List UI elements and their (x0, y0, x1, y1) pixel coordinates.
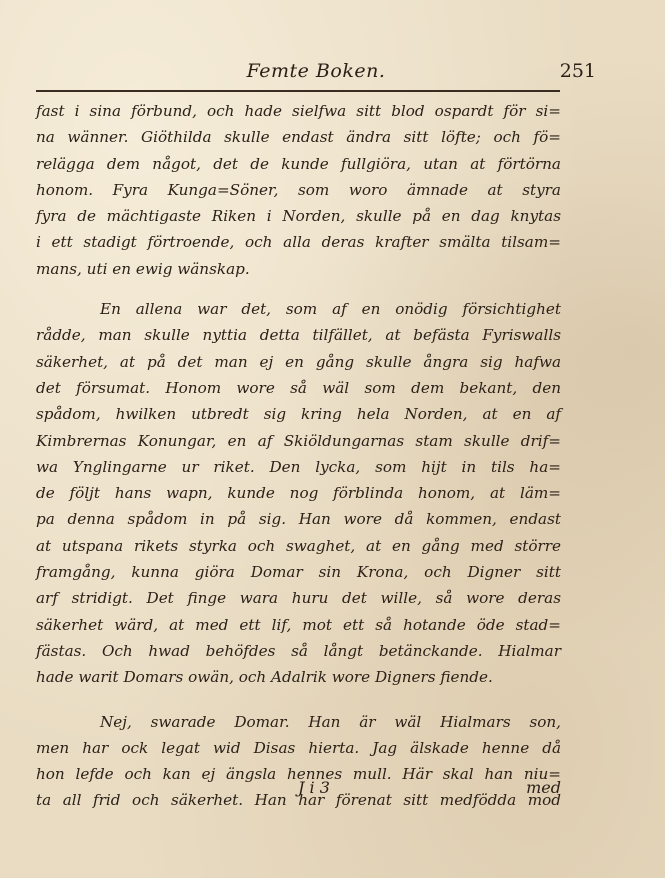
catchword: med (526, 778, 561, 797)
paragraph (36, 296, 561, 690)
paragraph (36, 98, 561, 282)
text-line: det försumat. Honom wore så wäl som dem bekant, den (36, 378, 561, 397)
text-line: ta all frid och säkerhet. Han har förenat sitt medfödda mod (36, 791, 561, 810)
text-line: Nej, swarade Domar. Han är wäl Hialmars son, (100, 712, 561, 731)
text-line: säkerhet wärd, at med ett lif, mot ett så hotande öde stad= (36, 615, 561, 634)
text-line: relägga dem något, det de kunde fullgiöra, utan at förtörna (36, 154, 561, 173)
running-title: Femte Boken. (246, 60, 386, 82)
text-line: fast i sina förbund, och hade sielfwa sitt blod ospardt för si= (36, 102, 561, 120)
text-line: arf stridigt. Det finge wara huru det wille, så wore deras (36, 589, 561, 608)
text-line: rådde, man skulle nyttia detta tilfället, at befästa Fyriswalls (36, 326, 561, 345)
text-line: na wänner. Giöthilda skulle endast ändra sitt löfte; och fö= (36, 128, 561, 147)
text-line: Kimbrernas Konungar, en af Skiöldungarnas stam skulle drif= (36, 431, 561, 450)
text-line: mans, uti en ewig wänskap. (36, 259, 250, 278)
text-line: de följt hans wapn, kunde nog förblinda honom, at läm= (36, 484, 561, 503)
text-line: spådom, hwilken utbredt sig kring hela Norden, at en af (36, 405, 561, 424)
text-line: säkerhet, at på det man ej en gång skulle ångra sig hafwa (36, 352, 561, 371)
text-line: hade warit Domars owän, och Adalrik wore Digners fiende. (36, 668, 493, 687)
text-line: hon lefde och kan ej ängsla hennes mull. Här skal han niu= (36, 765, 561, 784)
body-text (36, 98, 561, 814)
header-rule (36, 90, 560, 92)
text-line: En allena war det, som af en onödig försichtighet (100, 300, 561, 319)
running-head (36, 58, 596, 88)
paragraph-gap (36, 691, 561, 709)
text-line: framgång, kunna giöra Domar sin Krona, och Digner sitt (36, 563, 561, 582)
text-line: i ett stadigt förtroende, och alla deras krafter smälta tilsam= (36, 233, 561, 252)
text-line: wa Ynglingarne ur riket. Den lycka, som hijt in tils ha= (36, 457, 561, 476)
signature-mark: J i 3 (298, 778, 330, 797)
text-line: fyra de mächtigaste Riken i Norden, skulle på en dag knytas (36, 207, 561, 226)
paragraph-gap (36, 282, 561, 296)
text-line: fästas. Och hwad behöfdes så långt betänckande. Hialmar (36, 641, 561, 660)
text-line: honom. Fyra Kunga=Söner, som woro ämnade at styra (36, 180, 561, 199)
page-number: 251 (559, 60, 596, 82)
text-line: pa denna spådom in på sig. Han wore då kommen, endast (36, 510, 561, 529)
text-line: at utspana rikets styrka och swaghet, at en gång med större (36, 536, 561, 555)
text-line: men har ock legat wid Disas hierta. Jag älskade henne då (36, 738, 561, 757)
page-footer (36, 776, 561, 804)
